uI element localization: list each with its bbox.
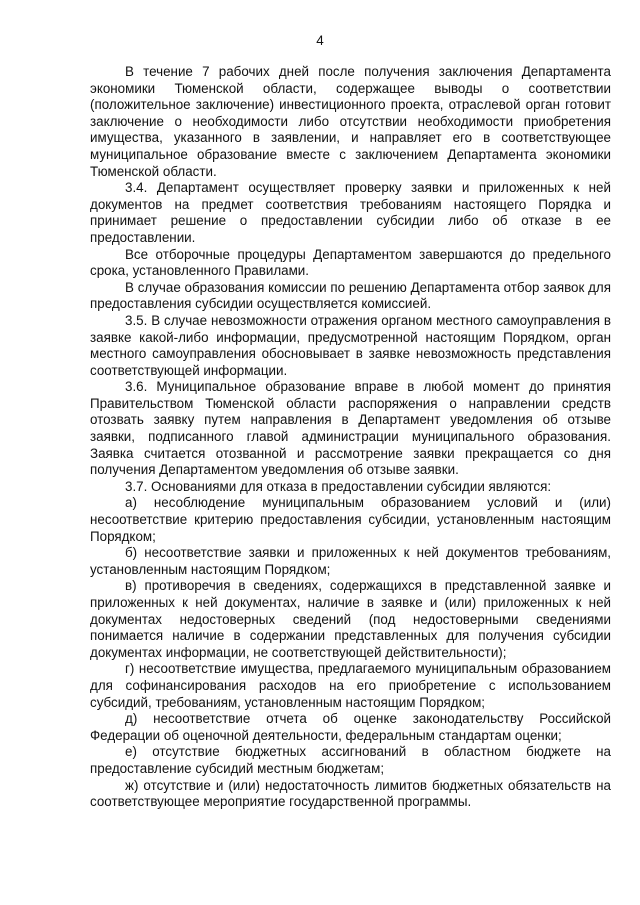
list-item-v: в) противоречия в сведениях, содержащихся в представленной заявке и приложенных к ней документах, наличие в заявке и (или) приложенных к ней документах недостоверных сведений (под недостоверными сведениями понимается наличие в содержании представленных для получения субсидии документах информации, не соответствующей действительности); (90, 578, 611, 660)
paragraph-conclusion-timeline: В течение 7 рабочих дней после получения заключения Департамента экономики Тюменской области, содержащее выводы о соответствии (положительное заключение) инвестиционного проекта, отраслевой орган готовит заключение о необходимости либо отсутствии необходимости приобретения имущества, указанного в заявлении, и направляет его в соответствующее муниципальное образование вместе с заключением Департамента экономики Тюменской области. (90, 64, 611, 179)
list-item-e: е) отсутствие бюджетных ассигнований в областном бюджете на предоставление субсидий местным бюджетам; (90, 744, 611, 776)
paragraph-3-6: 3.6. Муниципальное образование вправе в любой момент до принятия Правительством Тюменской области распоряжения о направлении средств отозвать заявку путем направления в Департамент уведомления об отзыве заявки, подписанного главой администрации муниципального образования. Заявка считается отозванной и рассмотрение заявки прекращается со дня получения Департаментом уведомления об отзыве заявки. (90, 379, 611, 478)
paragraph-selection-procedures: Все отборочные процедуры Департаментом завершаются до предельного срока, установленного Правилами. (90, 246, 611, 279)
list-item-a: а) несоблюдение муниципальным образованием условий и (или) несоответствие критерию предоставления субсидии, установленным настоящим Порядком; (90, 495, 611, 544)
list-item-g: г) несоответствие имущества, предлагаемого муниципальным образованием для софинансирования расходов на его приобретение с использованием субсидий, требованиям, установленным настоящим Порядком; (90, 661, 611, 710)
paragraph-commission: В случае образования комиссии по решению Департамента отбор заявок для предоставления субсидии осуществляется комиссией. (90, 279, 611, 312)
paragraph-3-7: 3.7. Основаниями для отказа в предоставлении субсидии являются: (125, 478, 552, 494)
paragraph-3-5: 3.5. В случае невозможности отражения органом местного самоуправления в заявке какой-либо информации, предусмотренной настоящим Порядком, орган местного самоуправления обосновывает в заявке невозможность представления соответствующей информации. (90, 312, 611, 378)
list-item-b: б) несоответствие заявки и приложенных к ней документов требованиям, установленным настоящим Порядком; (90, 545, 611, 577)
document-body (90, 64, 611, 811)
page-number: 4 (316, 33, 324, 48)
list-item-zh: ж) отсутствие и (или) недостаточность лимитов бюджетных обязательств на соответствующее мероприятие государственной программы. (90, 777, 611, 810)
list-item-d: д) несоответствие отчета об оценке законодательству Российской Федерации об оценочной деятельности, федеральным стандартам оценки; (90, 711, 611, 743)
paragraph-3-4: 3.4. Департамент осуществляет проверку заявки и приложенных к ней документов на предмет соответствия требованиям настоящего Порядка и принимает решение о предоставлении субсидии либо об отказе в ее предоставлении. (90, 180, 611, 245)
